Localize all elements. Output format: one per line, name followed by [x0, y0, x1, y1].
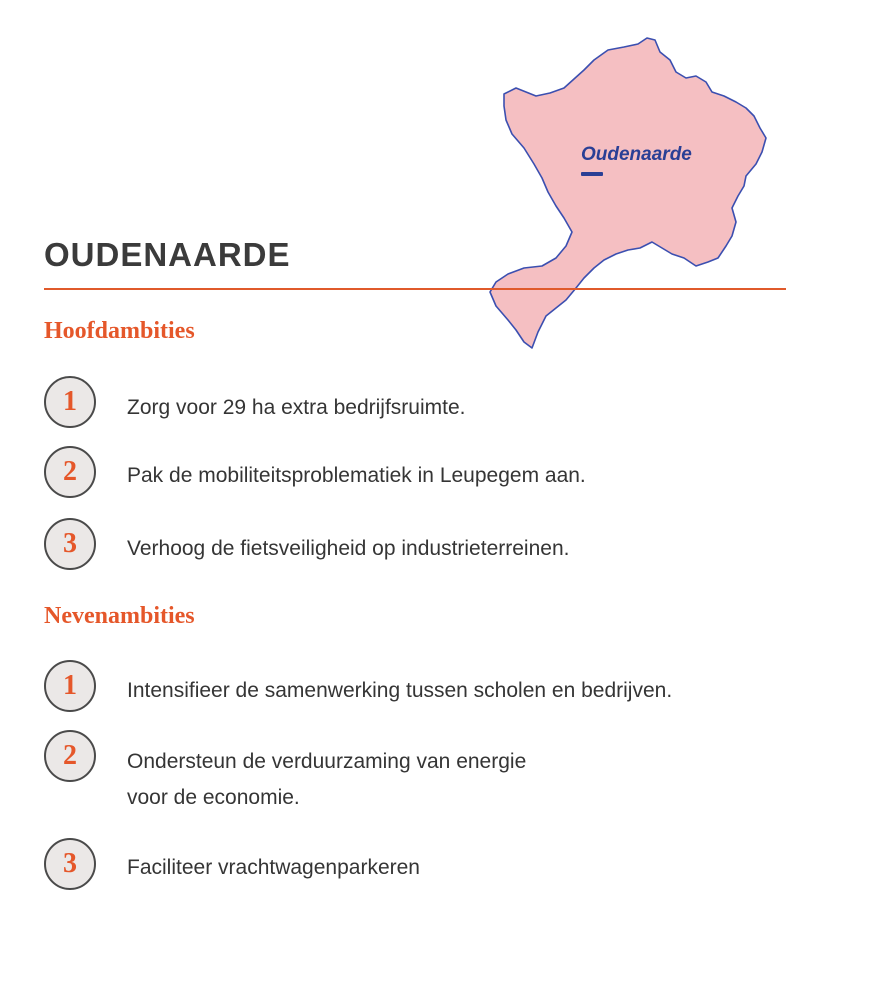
ambition-text: Intensifieer de samenwerking tussen scholen en bedrijven. — [127, 679, 673, 702]
ambition-text: Pak de mobiliteitsproblematiek in Leupegem aan. — [127, 464, 586, 487]
number-badge: 3 — [44, 518, 96, 570]
number-badge: 2 — [44, 446, 96, 498]
ambition-text-line-2: voor de economie. — [127, 786, 300, 809]
ambition-text: Verhoog de fietsveiligheid op industrieterreinen. — [127, 537, 570, 560]
oudenaarde-map — [480, 30, 780, 360]
title-divider — [44, 288, 786, 290]
number-badge: 2 — [44, 730, 96, 782]
number-badge: 1 — [44, 660, 96, 712]
municipality-shape — [490, 38, 766, 348]
number-badge: 3 — [44, 838, 96, 890]
number-badge: 1 — [44, 376, 96, 428]
city-marker — [581, 172, 603, 176]
ambition-text: Zorg voor 29 ha extra bedrijfsruimte. — [127, 396, 466, 419]
ambition-text-line-1: Ondersteun de verduurzaming van energie — [127, 750, 527, 773]
page-title: OUDENAARDE — [44, 236, 291, 273]
map-city-label: Oudenaarde — [581, 144, 692, 165]
hoofdambities-heading: Hoofdambities — [44, 318, 195, 344]
nevenambities-heading: Nevenambities — [44, 603, 195, 629]
ambition-text: Faciliteer vrachtwagenparkeren — [127, 856, 420, 879]
